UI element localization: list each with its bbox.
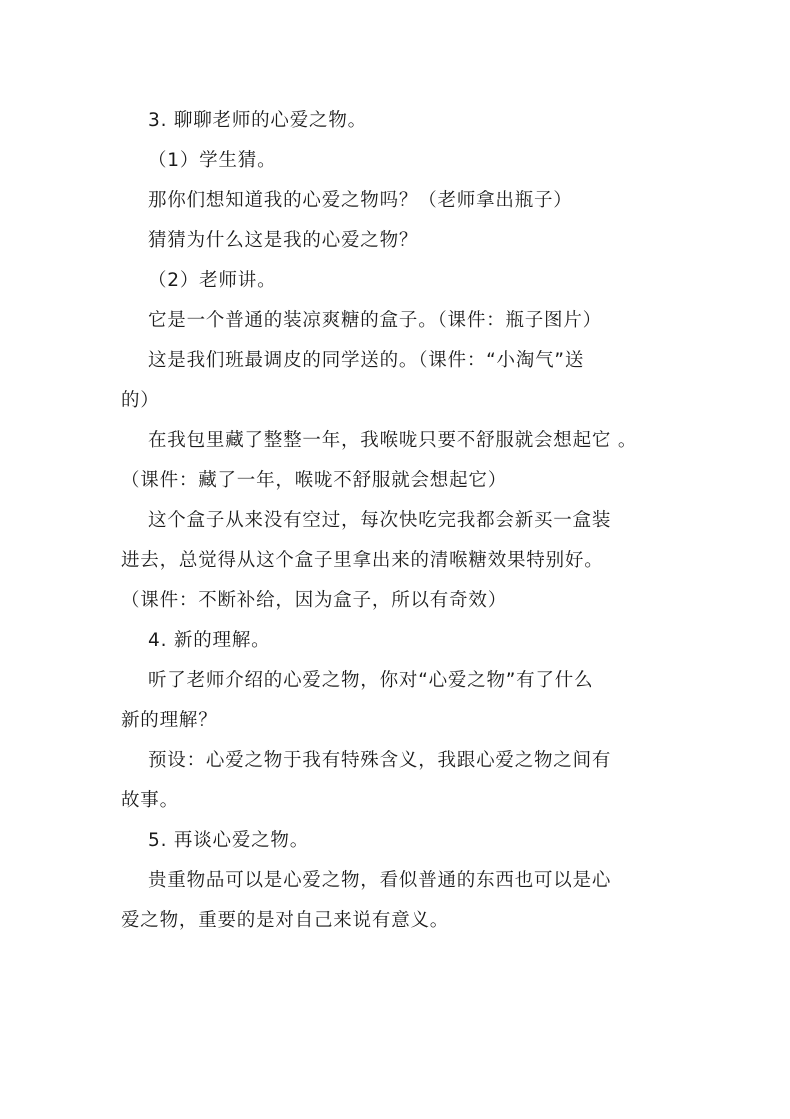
subsection-heading-2: （2）老师讲。 — [148, 270, 277, 291]
paragraph-line: 预设：心爱之物于我有特殊含义，我跟心爱之物之间有 — [148, 750, 612, 771]
paragraph-line: 那你们想知道我的心爱之物吗？（老师拿出瓶子） — [148, 190, 573, 211]
paragraph-line: 这是我们班最调皮的同学送的。（课件：“小淘气”送 — [148, 350, 585, 371]
paragraph-line: （课件：藏了一年，喉咙不舒服就会想起它） — [121, 470, 508, 491]
section-heading-5: 5. 再谈心爱之物。 — [148, 830, 310, 851]
document-body — [121, 101, 669, 941]
paragraph-line: 猜猜为什么这是我的心爱之物？ — [148, 230, 419, 251]
paragraph-line: 这个盒子从来没有空过，每次快吃完我都会新买一盒装 — [148, 510, 612, 531]
paragraph-line: 进去，总觉得从这个盒子里拿出来的清喉糖效果特别好。 — [121, 550, 604, 571]
section-heading-3: 3. 聊聊老师的心爱之物。 — [148, 110, 367, 131]
paragraph-line: 的） — [121, 390, 160, 411]
subsection-heading-1: （1）学生猜。 — [148, 150, 277, 171]
paragraph-line: 故事。 — [121, 790, 179, 811]
paragraph-line: （课件：不断补给，因为盒子，所以有奇效） — [121, 590, 508, 611]
paragraph-line: 新的理解？ — [121, 710, 218, 731]
paragraph-line: 听了老师介绍的心爱之物，你对“心爱之物”有了什么 — [148, 670, 594, 691]
paragraph-line: 在我包里藏了整整一年，我喉咙只要不舒服就会想起它 。 — [148, 430, 638, 451]
paragraph-line: 贵重物品可以是心爱之物，看似普通的东西也可以是心 — [148, 870, 612, 891]
paragraph-line: 它是一个普通的装凉爽糖的盒子。（课件：瓶子图片） — [148, 310, 602, 331]
paragraph-line: 爱之物，重要的是对自己来说有意义。 — [121, 910, 450, 931]
section-heading-4: 4. 新的理解。 — [148, 630, 271, 651]
